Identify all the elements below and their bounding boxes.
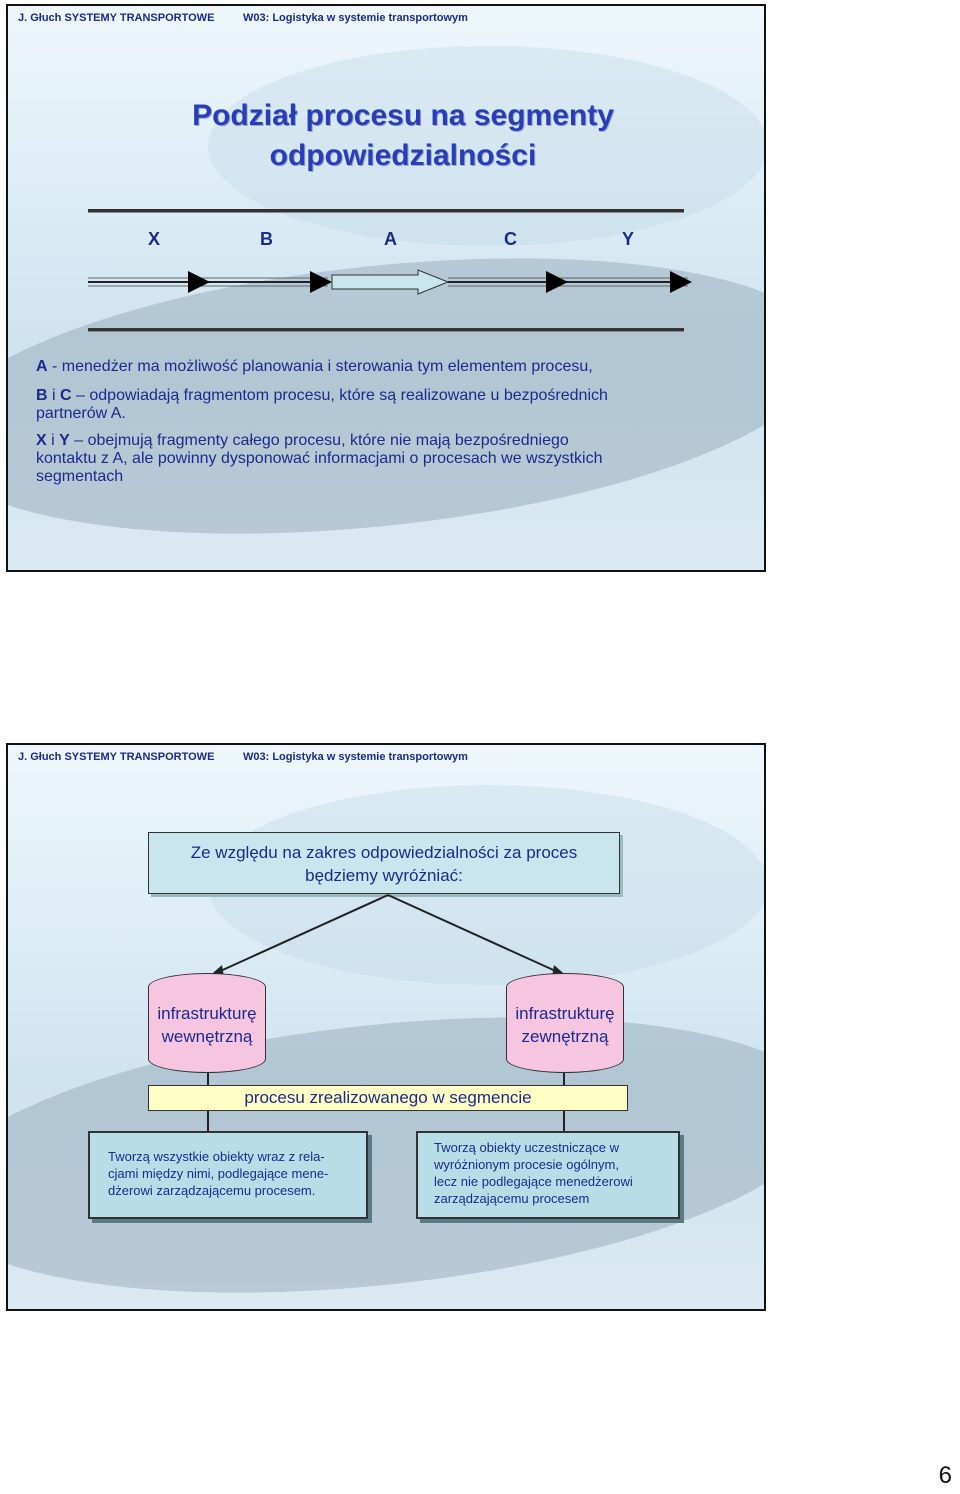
paragraph-xy-line-2: kontaktu z A, ale powinny dysponować informacjami o procesach we wszystkich	[36, 450, 603, 467]
paragraph-bc	[36, 387, 736, 423]
paragraph-xy-line-1: – obejmują fragmenty całego procesu, które nie mają bezpośredniego	[69, 432, 569, 449]
highlighted-arrow-a	[332, 270, 448, 294]
internal-box-line-3: dżerowi zarządzającemu procesem.	[108, 1183, 316, 1198]
segment-label-c: C	[504, 229, 517, 249]
cylinder-external-infrastructure	[506, 973, 624, 1073]
process-segment-band: procesu zrealizowanego w segmencie	[148, 1085, 628, 1111]
key-b: B	[36, 387, 48, 404]
header-lecture: W03: Logistyka w systemie transportowym	[243, 751, 468, 763]
key-x: X	[36, 432, 47, 449]
cylinder-internal-infrastructure	[148, 973, 266, 1073]
scroll-banner-line-2: będziemy wyróżniać:	[305, 866, 463, 885]
arrow-head-xb	[188, 271, 210, 293]
header-author: J. Głuch SYSTEMY TRANSPORTOWE	[18, 751, 215, 763]
slide-title	[8, 96, 766, 176]
slide-title-line-2: odpowiedzialności	[269, 139, 537, 172]
paragraph-bc-line-2: partnerów A.	[36, 405, 126, 422]
key-a: A	[36, 358, 48, 375]
internal-description-box	[88, 1131, 368, 1219]
header-author: J. Głuch SYSTEMY TRANSPORTOWE	[18, 12, 215, 24]
paragraph-a-text: - menedżer ma możliwość planowania i sterowania tym elementem procesu,	[47, 358, 593, 375]
key-c: C	[60, 387, 72, 404]
internal-box-line-2: cjami między nimi, podlegające mene-	[108, 1166, 329, 1181]
paragraph-xy	[36, 432, 736, 486]
external-box-line-3: lecz nie podlegające menedżerowi	[434, 1174, 633, 1189]
cylinder-internal-line-2: wewnętrzną	[161, 1027, 253, 1046]
arrow-head-ba	[310, 271, 332, 293]
scroll-banner-line-1: Ze względu na zakres odpowiedzialności za proces	[190, 843, 578, 862]
connector-xy: i	[46, 432, 60, 449]
segment-label-x: X	[148, 229, 161, 249]
external-box-line-2: wyróżnionym procesie ogólnym,	[434, 1157, 619, 1172]
paragraph-a	[36, 358, 736, 376]
slide-2	[6, 743, 766, 1311]
segment-label-y: Y	[622, 229, 635, 249]
external-box-line-4: zarządzającemu procesem	[434, 1191, 590, 1206]
connector-arrows	[8, 745, 764, 1309]
arrow-head-ac	[546, 271, 568, 293]
internal-box-line-1: Tworzą wszystkie obiekty wraz z rela-	[108, 1149, 325, 1164]
cylinder-external-line-2: zewnętrzną	[521, 1027, 609, 1046]
connector-bc: i	[47, 387, 61, 404]
paragraph-bc-line-1: – odpowiadają fragmentom procesu, które są realizowane u bezpośrednich	[71, 387, 608, 404]
slide-1	[6, 4, 766, 572]
bottom-divider	[88, 328, 684, 332]
external-description-box	[416, 1131, 680, 1219]
page-number: 6	[938, 1462, 952, 1489]
key-y: Y	[59, 432, 70, 449]
header-lecture: W03: Logistyka w systemie transportowym	[243, 12, 468, 24]
paragraph-xy-line-3: segmentach	[36, 468, 124, 485]
cylinder-external-line-1: infrastrukturę	[515, 1004, 615, 1023]
segment-label-a: A	[384, 229, 397, 249]
segment-label-b: B	[260, 229, 273, 249]
slide-title-line-1: Podział procesu na segmenty	[192, 99, 614, 132]
top-divider	[88, 209, 684, 213]
arrow-head-cy	[670, 271, 692, 293]
external-box-line-1: Tworzą obiekty uczestniczące w	[434, 1140, 619, 1155]
cylinder-internal-line-1: infrastrukturę	[157, 1004, 257, 1023]
segment-arrow-chain	[88, 269, 698, 295]
